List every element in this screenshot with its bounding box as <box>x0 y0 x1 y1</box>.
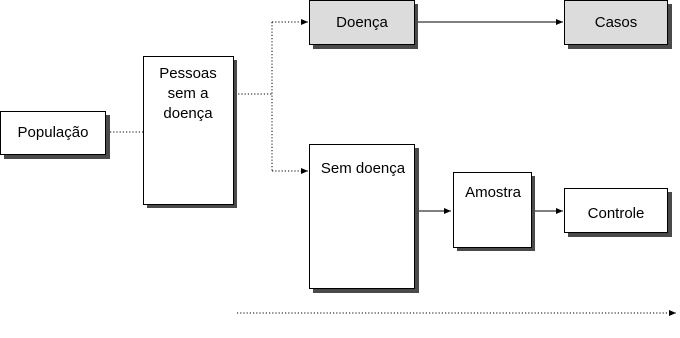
node-pessoas-line-3: doença <box>163 105 213 122</box>
node-pessoas-line-1: Pessoas <box>159 65 217 82</box>
node-doenca-label: Doença <box>336 14 388 31</box>
node-casos-label: Casos <box>594 14 638 31</box>
node-pessoas-sem-doenca <box>144 57 238 209</box>
node-pessoas-line-2: sem a <box>167 85 209 102</box>
node-controle <box>565 189 673 238</box>
node-doenca <box>310 1 419 50</box>
node-amostra-label: Amostra <box>465 184 521 201</box>
node-sem-doenca-label: Sem doença <box>320 160 406 177</box>
node-sem-doenca <box>310 145 420 294</box>
node-amostra <box>454 173 536 252</box>
node-controle-label: Controle <box>587 205 645 222</box>
node-populacao-label: População <box>17 124 89 141</box>
node-populacao <box>1 112 111 160</box>
node-casos <box>565 1 673 50</box>
